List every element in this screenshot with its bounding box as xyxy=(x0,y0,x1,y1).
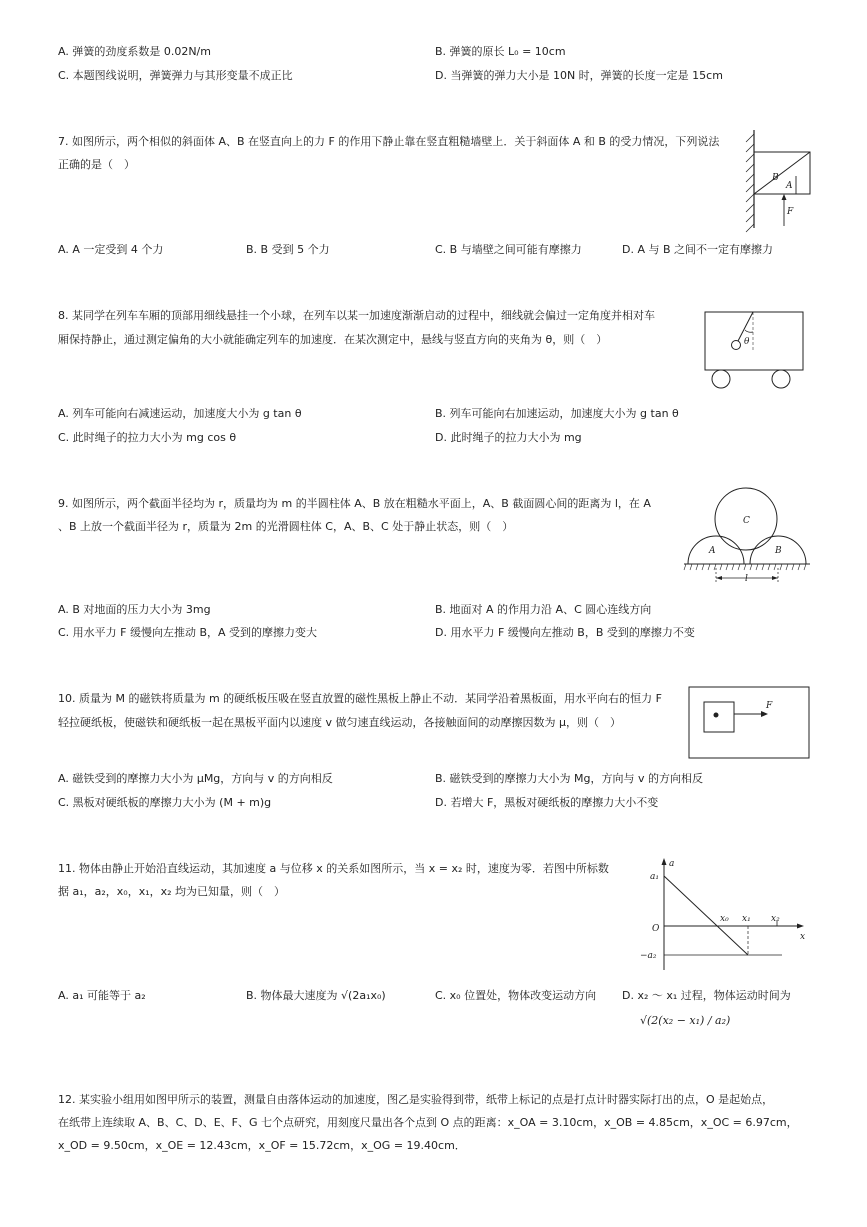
q10-option-b: B. 磁铁受到的摩擦力大小为 Mg，方向与 v 的方向相反 xyxy=(435,772,704,785)
q11-stem-line2: 据 a₁，a₂，x₀，x₁，x₂ 均为已知量，则（ ） xyxy=(58,885,286,898)
q11-fig-origin: O xyxy=(652,924,660,934)
q8-fig-theta: θ xyxy=(744,337,750,347)
q10-figure xyxy=(688,686,810,760)
q6-option-c: C. 本题图线说明，弹簧弹力与其形变量不成正比 xyxy=(58,69,293,82)
q6-option-d: D. 当弹簧的弹力大小是 10N 时，弹簧的长度一定是 15cm xyxy=(435,69,723,82)
q7-fig-label-a: A xyxy=(786,181,793,191)
q11-fig-axis-a: a xyxy=(669,859,675,869)
q8-stem-line2: 厢保持静止，通过测定偏角的大小就能确定列车的加速度．在某次测定中，悬线与竖直方向的夹角为 θ，则（ ） xyxy=(58,333,608,346)
q11-stem-line1: 11. 物体由静止开始沿直线运动，其加速度 a 与位移 x 的关系如图所示，当 x = x₂ 时，速度为零．若图中所标数 xyxy=(58,862,609,875)
q10-stem-line2: 轻拉硬纸板，使磁铁和硬纸板一起在黑板平面内以速度 v 做匀速直线运动，各接触面间的动摩擦因数为 μ，则（ ） xyxy=(58,716,621,729)
q11-option-c: C. x₀ 位置处，物体改变运动方向 xyxy=(435,989,597,1002)
q12-stem-line3: x_OD = 9.50cm，x_OE = 12.43cm，x_OF = 15.72cm，x_OG = 19.40cm． xyxy=(58,1139,466,1152)
q7-option-d: D. A 与 B 之间不一定有摩擦力 xyxy=(622,243,774,256)
q10-option-d: D. 若增大 F，黑板对硬纸板的摩擦力大小不变 xyxy=(435,796,659,809)
q11-figure xyxy=(640,855,810,975)
q7-option-c: C. B 与墙壁之间可能有摩擦力 xyxy=(435,243,582,256)
q9-stem-line1: 9. 如图所示，两个截面半径均为 r，质量均为 m 的半圆柱体 A、B 放在粗糙水平面上，A、B 截面圆心间的距离为 l，在 A xyxy=(58,497,651,510)
q8-figure xyxy=(703,310,807,392)
q10-stem-line1: 10. 质量为 M 的磁铁将质量为 m 的硬纸板压吸在竖直放置的磁性黑板上静止不动．某同学沿着黑板面，用水平向右的恒力 F xyxy=(58,692,663,705)
q9-fig-label-b: B xyxy=(775,546,782,556)
q9-option-d: D. 用水平力 F 缓慢向左推动 B，B 受到的摩擦力不变 xyxy=(435,626,695,639)
q6-option-b: B. 弹簧的原长 L₀ = 10cm xyxy=(435,45,566,58)
q9-fig-label-a: A xyxy=(709,546,716,556)
q7-option-a: A. A 一定受到 4 个力 xyxy=(58,243,164,256)
q8-option-b: B. 列车可能向右加速运动，加速度大小为 g tan θ xyxy=(435,407,679,420)
q7-stem-line1: 7. 如图所示，两个相似的斜面体 A、B 在竖直向上的力 F 的作用下静止靠在竖直粗糙墙壁上．关于斜面体 A 和 B 的受力情况，下列说法 xyxy=(58,135,720,148)
q6-option-a: A. 弹簧的劲度系数是 0.02N/m xyxy=(58,45,211,58)
q11-fig-x0: x₀ xyxy=(720,914,729,924)
q9-option-c: C. 用水平力 F 缓慢向左推动 B，A 受到的摩擦力变大 xyxy=(58,626,318,639)
q11-option-a: A. a₁ 可能等于 a₂ xyxy=(58,989,146,1002)
q9-option-b: B. 地面对 A 的作用力沿 A、C 圆心连线方向 xyxy=(435,603,652,616)
q7-figure xyxy=(740,128,812,232)
q11-option-d-formula: √(2(x₂ − x₁) / a₂) xyxy=(640,1014,731,1027)
q11-option-b: B. 物体最大速度为 √(2a₁x₀) xyxy=(246,989,386,1002)
q9-option-a: A. B 对地面的压力大小为 3mg xyxy=(58,603,211,616)
q10-option-c: C. 黑板对硬纸板的摩擦力大小为 (M + m)g xyxy=(58,796,272,809)
q9-fig-label-c: C xyxy=(743,516,750,526)
q11-option-d: D. x₂ ～ x₁ 过程，物体运动时间为 xyxy=(622,989,791,1002)
q11-fig-axis-x: x xyxy=(800,932,806,942)
q7-fig-label-f: F xyxy=(787,207,794,217)
q7-fig-label-b: B xyxy=(772,173,779,183)
q11-fig-x2: x₂ xyxy=(771,914,780,924)
q8-option-a: A. 列车可能向右减速运动，加速度大小为 g tan θ xyxy=(58,407,302,420)
q11-fig-a1: a₁ xyxy=(650,872,659,882)
q12-stem-line2: 在纸带上连续取 A、B、C、D、E、F、G 七个点研究，用刻度尺量出各个点到 O 点的距离：x_OA = 3.10cm，x_OB = 4.85cm，x_OC = 6.97cm， xyxy=(58,1116,798,1129)
q11-fig-x1: x₁ xyxy=(742,914,751,924)
q8-option-d: D. 此时绳子的拉力大小为 mg xyxy=(435,431,582,444)
q8-stem-line1: 8. 某同学在列车车厢的顶部用细线悬挂一个小球，在列车以某一加速度渐渐启动的过程中，细线就会偏过一定角度并相对车 xyxy=(58,309,655,322)
q10-option-a: A. 磁铁受到的摩擦力大小为 μMg，方向与 v 的方向相反 xyxy=(58,772,333,785)
q9-fig-label-l: l xyxy=(745,574,748,584)
q7-option-b: B. B 受到 5 个力 xyxy=(246,243,330,256)
q12-stem-line1: 12. 某实验小组用如图甲所示的装置，测量自由落体运动的加速度，图乙是实验得到带，纸带上标记的点是打点计时器实际打出的点，O 是起始点， xyxy=(58,1093,774,1106)
q9-figure xyxy=(684,486,810,590)
q10-fig-label-f: F xyxy=(766,701,773,711)
q11-fig-neg-a2: −a₂ xyxy=(640,951,657,961)
q7-stem-line2: 正确的是（ ） xyxy=(58,158,135,171)
q9-stem-line2: 、B 上放一个截面半径为 r，质量为 2m 的光滑圆柱体 C，A、B、C 处于静止状态，则（ ） xyxy=(58,520,514,533)
q8-option-c: C. 此时绳子的拉力大小为 mg cos θ xyxy=(58,431,237,444)
